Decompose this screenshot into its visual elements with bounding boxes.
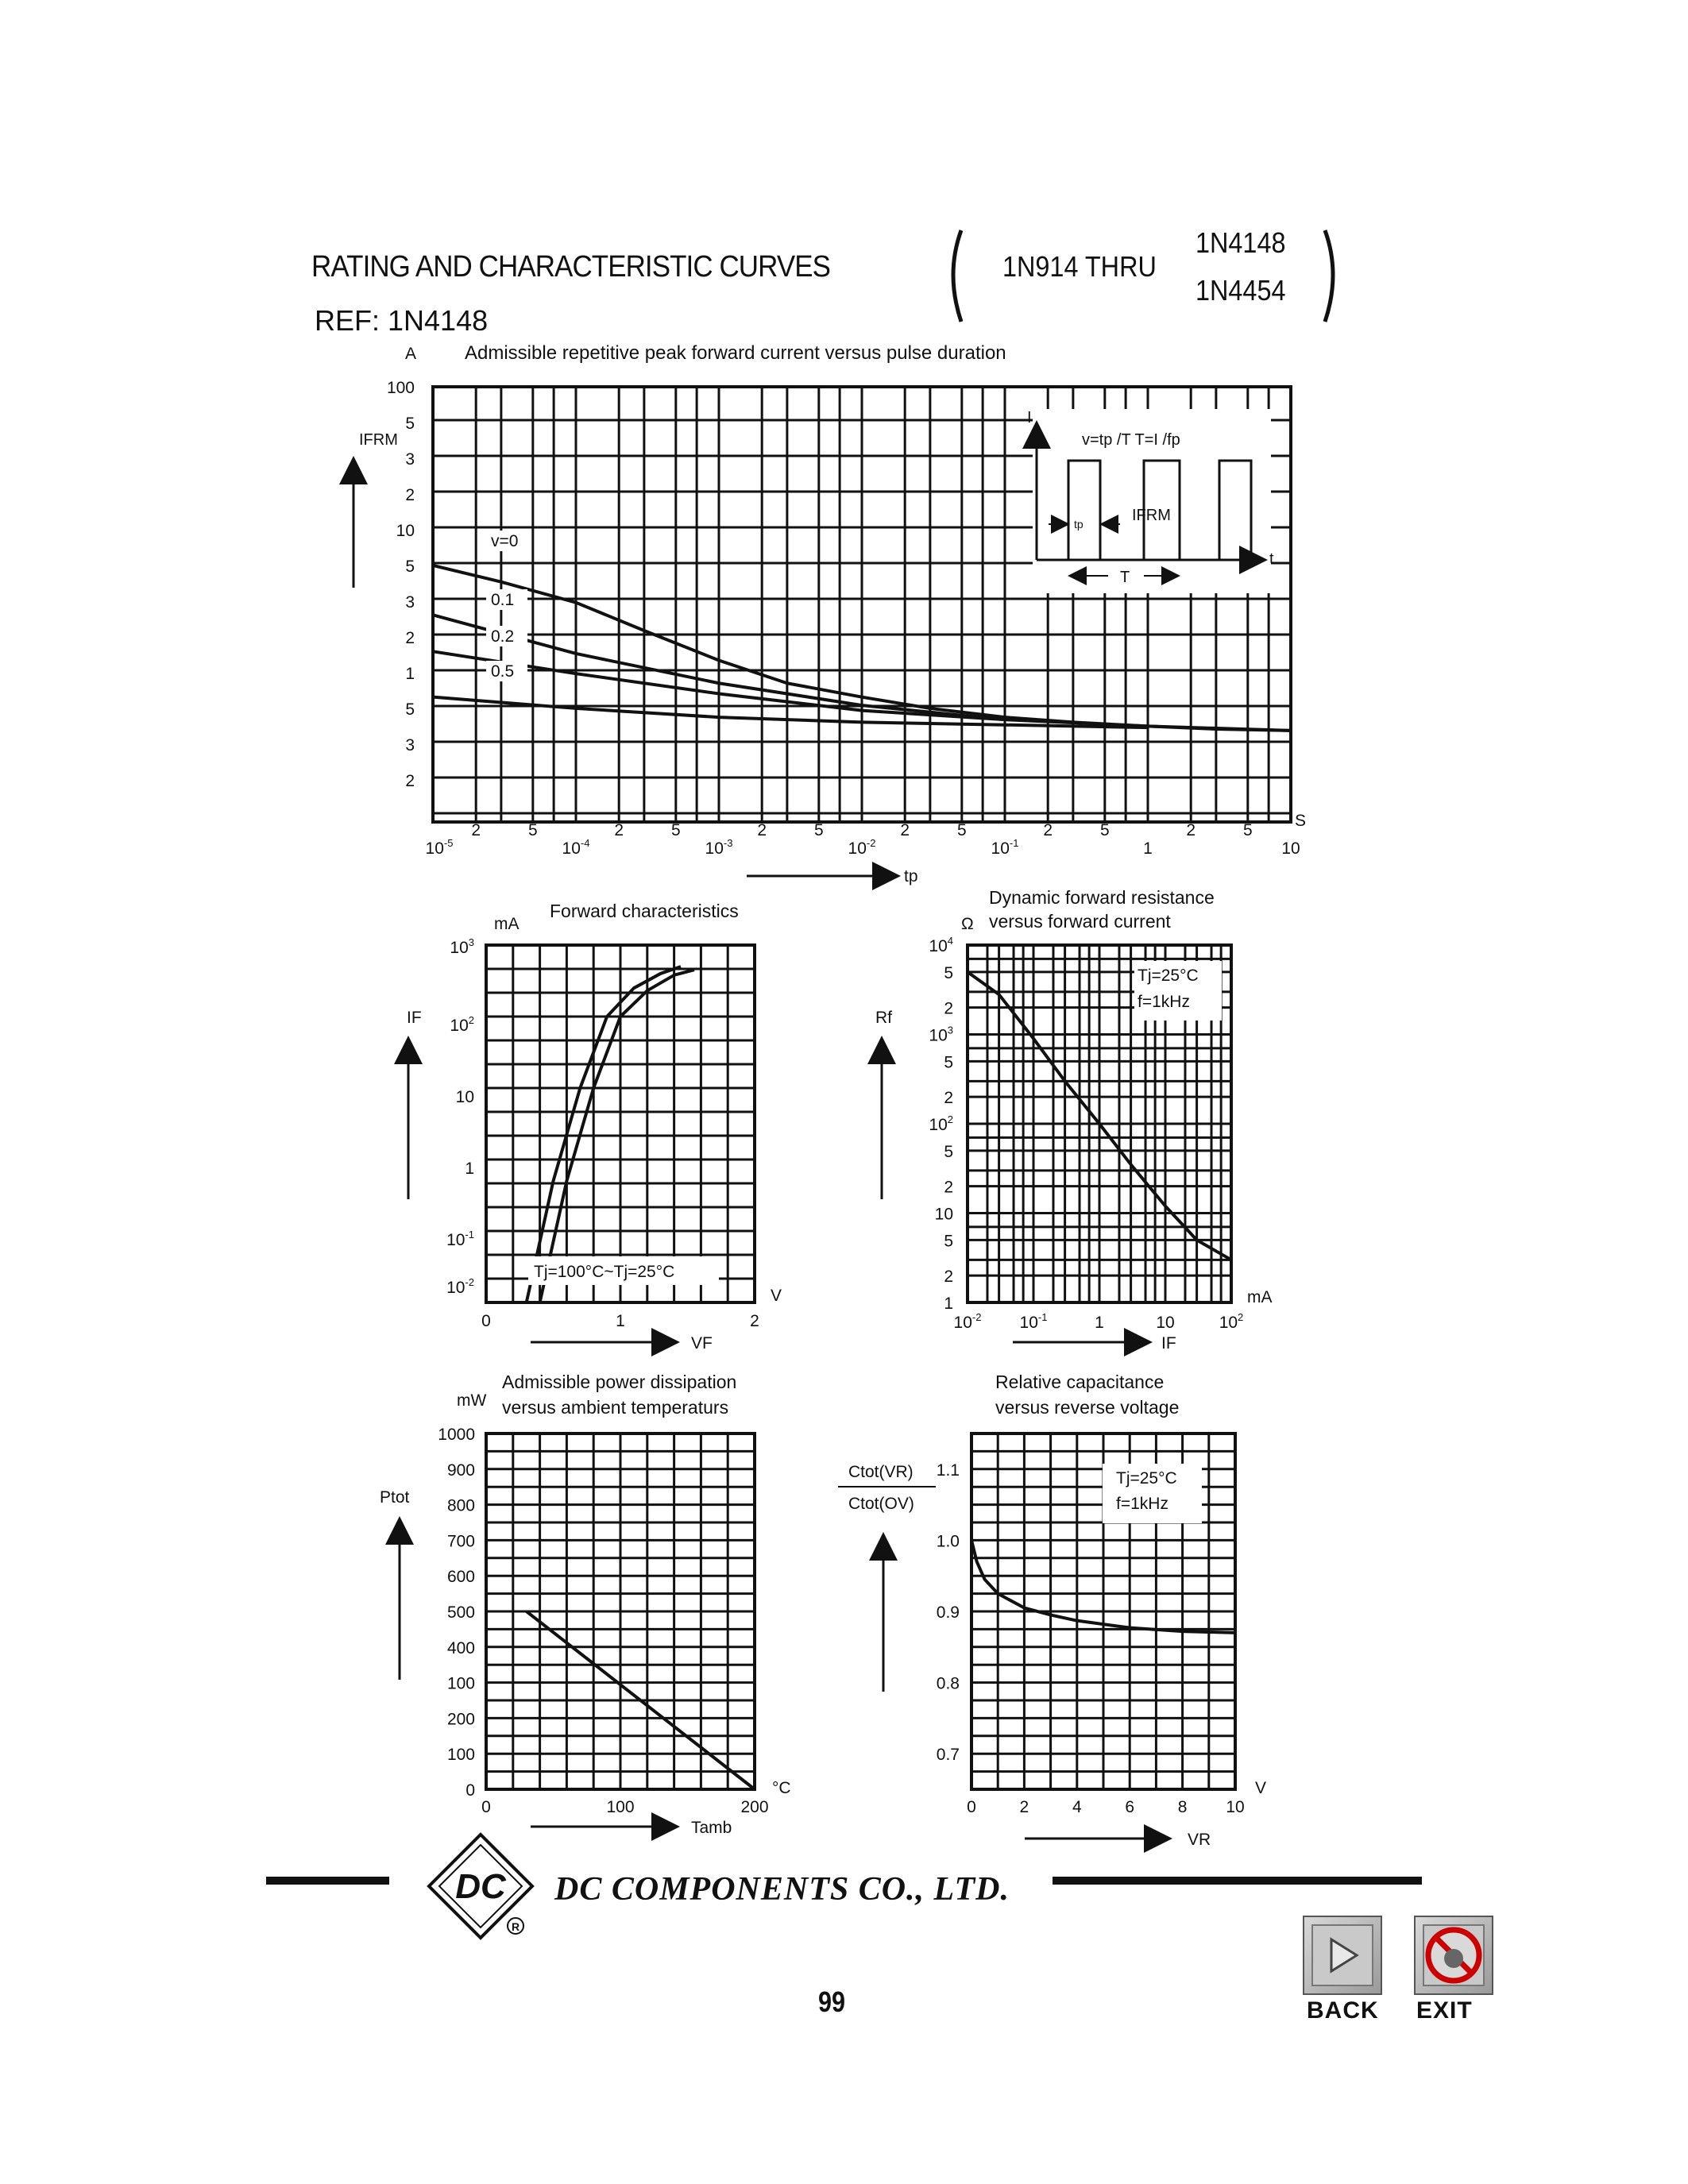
chart3-annotation-2: f=1kHz bbox=[1138, 993, 1190, 1011]
chart3-xtick-label: $10^2$ bbox=[1219, 1311, 1244, 1332]
chart4-ytick-label: 0 bbox=[465, 1781, 475, 1800]
chart3-xlabel: IF bbox=[1161, 1334, 1176, 1352]
chart4-title-line1: Admissible power dissipation bbox=[502, 1372, 737, 1392]
chart4-xtick-label: 100 bbox=[606, 1798, 635, 1816]
chart1-ytick-label: 5 bbox=[405, 558, 415, 576]
chart1-ytick-label: 100 bbox=[386, 379, 415, 397]
chart4-ytick-label: 800 bbox=[446, 1496, 475, 1515]
chart1-title: Admissible repetitive peak forward current versus pulse duration bbox=[465, 342, 1006, 364]
chart4-xtick-label: 0 bbox=[481, 1798, 491, 1816]
chart1-unit-x: S bbox=[1295, 812, 1307, 830]
chart-power-dissipation bbox=[380, 1372, 791, 1837]
chart2-ytick-label: $10^3$ bbox=[450, 936, 474, 957]
inset-formula: v=tp /T T=I /fp bbox=[1082, 431, 1180, 449]
chart5-title-line2: versus reverse voltage bbox=[995, 1397, 1180, 1418]
chart3-xtick-label: $10^{-1}$ bbox=[1019, 1311, 1048, 1332]
chart1-curve-label: 0.1 bbox=[491, 591, 515, 609]
chart1-xdecade-label: $10^{-5}$ bbox=[425, 837, 454, 858]
chart3-ytick-label: 1 bbox=[944, 1295, 953, 1313]
page-number: 99 bbox=[818, 1985, 846, 2018]
chart2-ytick-label: $10^2$ bbox=[450, 1014, 474, 1035]
chart3-ylabel: Rf bbox=[875, 1009, 892, 1027]
exit-label[interactable]: EXIT bbox=[1416, 1997, 1473, 2024]
chart3-xtick-label: 1 bbox=[1095, 1314, 1104, 1332]
chart4-ytick-label: 900 bbox=[446, 1461, 475, 1480]
chart2-xtick-label: 2 bbox=[750, 1312, 759, 1330]
chart3-unit-x: mA bbox=[1247, 1288, 1273, 1306]
chart1-curve-label: 0.5 bbox=[491, 662, 515, 681]
chart5-xtick-label: 10 bbox=[1226, 1798, 1245, 1816]
chart-forward-characteristics bbox=[407, 901, 782, 1352]
chart5-xtick-label: 6 bbox=[1125, 1798, 1135, 1816]
reference-part: REF: 1N4148 bbox=[315, 304, 489, 337]
chart4-ytick-label: 100 bbox=[446, 1674, 475, 1693]
right-bracket bbox=[1325, 230, 1333, 322]
chart5-ytick-label: 0.9 bbox=[936, 1603, 960, 1622]
footer-rule-left bbox=[266, 1877, 389, 1885]
chart3-ytick-label: $10^4$ bbox=[929, 935, 953, 955]
play-icon bbox=[1304, 1917, 1381, 1993]
chart1-xtick-label: 5 bbox=[956, 821, 967, 839]
chart4-unit-x: °C bbox=[772, 1779, 791, 1797]
company-logo bbox=[429, 1835, 532, 1938]
company-name: DC COMPONENTS CO., LTD. bbox=[554, 1871, 1010, 1908]
chart5-ylabel-den: Ctot(OV) bbox=[848, 1495, 914, 1513]
chart4-xlabel: Tamb bbox=[691, 1819, 732, 1837]
chart5-annotation-1: Tj=25°C bbox=[1116, 1469, 1177, 1488]
chart1-xdecade-label: $10^{-1}$ bbox=[991, 837, 1019, 858]
chart5-xtick-label: 2 bbox=[1019, 1798, 1029, 1816]
chart2-ytick-label: $10^{-2}$ bbox=[446, 1276, 474, 1297]
chart3-ytick-label: $10^2$ bbox=[929, 1113, 953, 1134]
chart3-xtick-label: 10 bbox=[1156, 1314, 1175, 1332]
back-button[interactable] bbox=[1303, 1916, 1382, 1995]
chart1-xtick-label: 2 bbox=[757, 821, 767, 839]
chart1-xtick-label: 10 bbox=[1281, 839, 1300, 858]
chart1-xtick-label: 5 bbox=[1242, 821, 1253, 839]
chart3-title-line2: versus forward current bbox=[989, 911, 1171, 932]
chart3-ytick-label: $10^3$ bbox=[929, 1024, 953, 1045]
inset-T: T bbox=[1120, 569, 1130, 586]
chart5-xtick-label: 8 bbox=[1177, 1798, 1188, 1816]
chart5-ytick-label: 1.0 bbox=[936, 1532, 960, 1551]
chart1-curve-label: v=0 bbox=[491, 532, 519, 550]
chart1-xtick-label: 5 bbox=[527, 821, 538, 839]
chart4-ytick-label: 1000 bbox=[438, 1426, 475, 1444]
series-thru-label: 1N914 THRU bbox=[1002, 250, 1157, 283]
chart1-xtick-label: 2 bbox=[900, 821, 910, 839]
chart1-xtick-label: 2 bbox=[471, 821, 481, 839]
chart3-ytick-label: 2 bbox=[944, 1268, 953, 1287]
chart2-annotation: Tj=100°C~Tj=25°C bbox=[534, 1263, 675, 1281]
chart4-unit-y: mW bbox=[457, 1391, 487, 1410]
chart1-ytick-label: 2 bbox=[405, 629, 415, 647]
chart2-ylabel: IF bbox=[407, 1009, 422, 1027]
chart1-ytick-label: 1 bbox=[405, 665, 415, 683]
chart4-ytick-label: 200 bbox=[446, 1710, 475, 1729]
exit-button[interactable] bbox=[1414, 1916, 1493, 1995]
chart1-xtick-label: 2 bbox=[1043, 821, 1053, 839]
chart5-unit-x: V bbox=[1255, 1779, 1267, 1797]
chart-dynamic-resistance bbox=[875, 887, 1273, 1352]
chart5-ytick-label: 1.1 bbox=[936, 1461, 960, 1480]
chart1-xtick-label: 2 bbox=[614, 821, 624, 839]
chart4-ytick-label: 500 bbox=[446, 1603, 475, 1622]
chart4-ytick-label: 100 bbox=[446, 1746, 475, 1765]
chart2-unit-x: V bbox=[771, 1287, 782, 1305]
chart2-unit-y: mA bbox=[494, 915, 520, 933]
chart3-title-line1: Dynamic forward resistance bbox=[989, 887, 1215, 908]
chart2-title: Forward characteristics bbox=[550, 901, 739, 921]
chart5-ytick-label: 0.8 bbox=[936, 1674, 960, 1693]
chart1-xtick-label: 2 bbox=[1186, 821, 1196, 839]
chart5-xlabel: VR bbox=[1188, 1831, 1211, 1849]
chart3-ytick-label: 5 bbox=[944, 1232, 953, 1251]
chart1-xtick-label: 5 bbox=[670, 821, 681, 839]
chart1-xtick-label: 5 bbox=[1099, 821, 1110, 839]
inset-ifrm: IFRM bbox=[1132, 507, 1171, 524]
chart3-ytick-label: 5 bbox=[944, 1053, 953, 1072]
inset-axis-i: I bbox=[1027, 409, 1032, 426]
chart5-title-line1: Relative capacitance bbox=[995, 1372, 1165, 1392]
chart1-xdecade-label: $10^{-2}$ bbox=[848, 837, 876, 858]
chart5-ylabel-num: Ctot(VR) bbox=[848, 1463, 914, 1481]
chart3-ytick-label: 2 bbox=[944, 1089, 953, 1108]
chart3-ytick-label: 2 bbox=[944, 999, 953, 1018]
part-number-a: 1N4148 bbox=[1196, 226, 1286, 259]
chart3-ytick-label: 5 bbox=[944, 1142, 953, 1161]
chart3-unit-y: Ω bbox=[961, 915, 974, 933]
chart2-xtick-label: 1 bbox=[616, 1312, 625, 1330]
chart1-ytick-label: 10 bbox=[396, 522, 415, 540]
chart3-xtick-label: $10^{-2}$ bbox=[953, 1311, 982, 1332]
chart4-title-line2: versus ambient temperaturs bbox=[502, 1397, 729, 1418]
chart1-ylabel: IFRM bbox=[359, 431, 398, 449]
chart5-xtick-label: 0 bbox=[967, 1798, 976, 1816]
chart5-annotation-2: f=1kHz bbox=[1116, 1495, 1168, 1513]
chart4-ytick-label: 600 bbox=[446, 1568, 475, 1587]
chart5-ytick-label: 0.7 bbox=[936, 1746, 960, 1765]
left-bracket bbox=[953, 230, 961, 322]
chart1-ytick-label: 5 bbox=[405, 415, 415, 433]
chart1-xtick-label: 1 bbox=[1143, 839, 1153, 858]
chart2-ytick-label: 1 bbox=[465, 1160, 474, 1178]
back-label[interactable]: BACK bbox=[1307, 1997, 1379, 2024]
chart3-ytick-label: 10 bbox=[934, 1205, 953, 1224]
no-entry-icon bbox=[1416, 1917, 1492, 1993]
chart2-xtick-label: 0 bbox=[481, 1312, 491, 1330]
inset-tp: tp bbox=[1074, 518, 1083, 531]
chart1-xdecade-label: $10^{-4}$ bbox=[562, 837, 590, 858]
chart2-xlabel: VF bbox=[691, 1334, 713, 1352]
chart3-ytick-label: 5 bbox=[944, 963, 953, 982]
page-title: RATING AND CHARACTERISTIC CURVES bbox=[311, 250, 831, 284]
part-number-b: 1N4454 bbox=[1196, 274, 1286, 307]
chart1-ytick-label: 2 bbox=[405, 486, 415, 504]
chart4-ylabel: Ptot bbox=[380, 1488, 410, 1507]
inset-axis-t: t bbox=[1269, 550, 1274, 568]
chart1-ytick-label: 3 bbox=[405, 593, 415, 612]
chart4-xtick-label: 200 bbox=[740, 1798, 769, 1816]
chart1-xdecade-label: $10^{-3}$ bbox=[705, 837, 733, 858]
chart5-xtick-label: 4 bbox=[1072, 1798, 1082, 1816]
chart1-ytick-label: 5 bbox=[405, 700, 415, 719]
chart1-ytick-label: 3 bbox=[405, 736, 415, 754]
chart1-xtick-label: 5 bbox=[813, 821, 824, 839]
chart1-ytick-label: 2 bbox=[405, 772, 415, 790]
chart2-ytick-label: $10^{-1}$ bbox=[446, 1229, 474, 1249]
chart4-ytick-label: 700 bbox=[446, 1532, 475, 1551]
chart-ifrm-vs-tp bbox=[353, 342, 1306, 886]
chart3-annotation-1: Tj=25°C bbox=[1138, 967, 1199, 985]
chart1-xlabel: tp bbox=[904, 867, 918, 886]
svg-text:R: R bbox=[511, 1920, 520, 1933]
chart-relative-capacitance bbox=[838, 1372, 1266, 1849]
chart1-ytick-label: 3 bbox=[405, 450, 415, 469]
chart4-ytick-label: 400 bbox=[446, 1638, 475, 1657]
chart3-ytick-label: 2 bbox=[944, 1178, 953, 1197]
svg-text:DC: DC bbox=[455, 1867, 506, 1906]
chart1-unit-y: A bbox=[405, 345, 417, 363]
chart2-ytick-label: 10 bbox=[455, 1088, 474, 1106]
footer-rule-right bbox=[1053, 1877, 1422, 1885]
chart1-curve-label: 0.2 bbox=[491, 627, 515, 646]
